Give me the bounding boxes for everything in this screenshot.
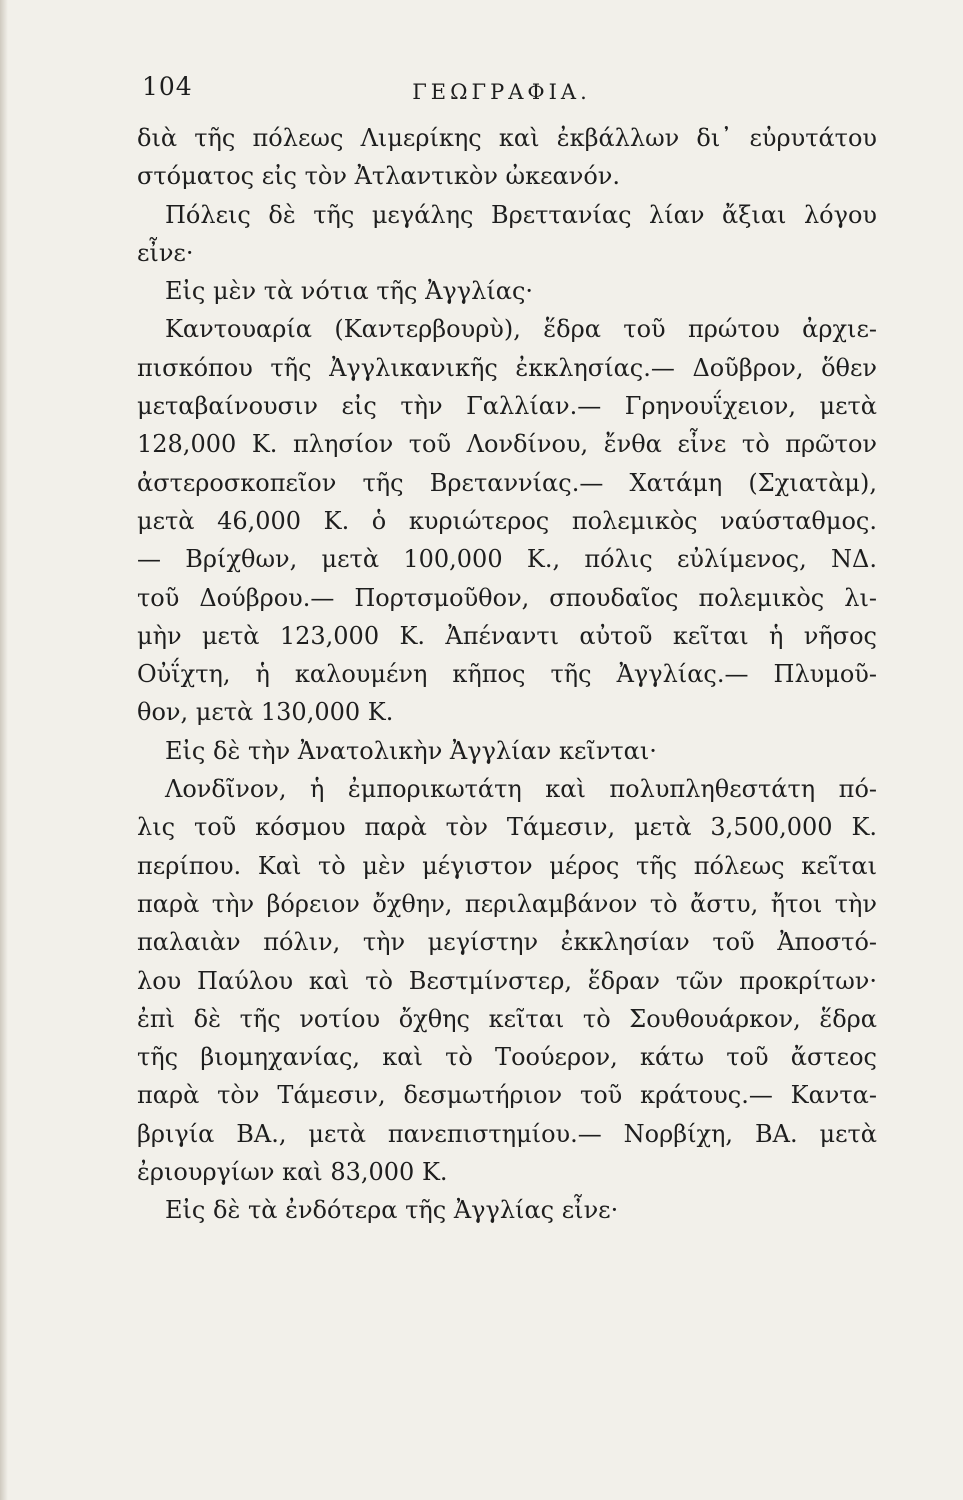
text-line: λις τοῦ κόσμου παρὰ τὸν Τάμεσιν, μετὰ 3,500,000 Κ. [137,813,877,842]
text-line: τοῦ Δούβρου.— Πορτσμοῦθον, σπουδαῖος πολεμικὸς λι- [137,583,877,612]
text-line: διὰ τῆς πόλεως Λιμερίκης καὶ ἐκβάλλων δι᾽ εὐρυτάτου [137,124,877,152]
text-line: βριγία ΒΑ., μετὰ πανεπιστημίου.— Νορβίχη, ΒΑ. μετὰ [137,1119,877,1148]
text-line: Λονδῖνον, ἡ ἐμπορικωτάτη καὶ πολυπληθεστάτη πό- [165,775,877,804]
text-line: στόματος εἰς τὸν Ἀτλαντικὸν ὠκεανόν. [137,162,621,191]
text-line: Οὐΐχτη, ἡ καλουμένη κῆπος τῆς Ἀγγλίας.— Πλυμοῦ- [137,660,877,689]
page-number: 104 [142,72,193,101]
text-line: εἶνε· [137,238,194,267]
text-line: παλαιὰν πόλιν, τὴν μεγίστην ἐκκλησίαν τοῦ Ἀποστό- [137,928,877,957]
text-line: ἐριουργίων καὶ 83,000 Κ. [137,1158,448,1187]
text-line: τῆς βιομηχανίας, καὶ τὸ Τοούερον, κάτω τοῦ ἄστεος [137,1043,877,1072]
text-line: Εἰς δὲ τὴν Ἀνατολικὴν Ἀγγλίαν κεῖνται· [165,736,657,765]
text-line: ἀστεροσκοπεῖον τῆς Βρεταννίας.— Χατάμη (Σχιατὰμ), [137,468,877,497]
text-line: παρὰ τὸν Τάμεσιν, δεσμωτήριον τοῦ κράτους.— Καντα- [137,1081,877,1110]
text-line: Εἰς μὲν τὰ νότια τῆς Ἀγγλίας· [165,277,534,306]
text-line: — Βρίχθων, μετὰ 100,000 Κ., πόλις εὐλίμενος, ΝΔ. [137,545,877,574]
page-binding-shadow [0,0,8,1500]
text-line: ἐπὶ δὲ τῆς νοτίου ὄχθης κεῖται τὸ Σουθουάρκον, ἕδρα [137,1004,877,1033]
running-title: ΓΕΩΓΡΑΦΙΑ. [412,80,591,104]
text-line: Εἰς δὲ τὰ ἐνδότερα τῆς Ἀγγλίας εἶνε· [165,1196,619,1225]
page-header [0,68,963,108]
text-line: περίπου. Καὶ τὸ μὲν μέγιστον μέρος τῆς πόλεως κεῖται [137,851,877,880]
text-line: μεταβαίνουσιν εἰς τὴν Γαλλίαν.— Γρηνουΐχειον, μετὰ [137,392,877,421]
text-line: Καντουαρία (Καντερβουρὺ), ἕδρα τοῦ πρώτου ἀρχιε- [165,315,877,344]
text-line: λου Παύλου καὶ τὸ Βεστμίνστερ, ἕδραν τῶν προκρίτων· [137,966,877,995]
text-line: μετὰ 46,000 Κ. ὁ κυριώτερος πολεμικὸς ναύσταθμος. [137,506,877,535]
text-line: Πόλεις δὲ τῆς μεγάλης Βρεττανίας λίαν ἄξιαι λόγου [165,200,877,229]
body-text [137,119,877,1230]
text-line: παρὰ τὴν βόρειον ὄχθην, περιλαμβάνον τὸ ἄστυ, ἤτοι τὴν [137,889,877,918]
text-line: 128,000 Κ. πλησίον τοῦ Λονδίνου, ἔνθα εἶνε τὸ πρῶτον [137,430,877,459]
text-line: μὴν μετὰ 123,000 Κ. Ἀπέναντι αὐτοῦ κεῖται ἡ νῆσος [137,621,877,650]
text-line: πισκόπου τῆς Ἀγγλικανικῆς ἐκκλησίας.— Δοῦβρον, ὅθεν [137,353,877,382]
text-line: θον, μετὰ 130,000 Κ. [137,698,394,727]
